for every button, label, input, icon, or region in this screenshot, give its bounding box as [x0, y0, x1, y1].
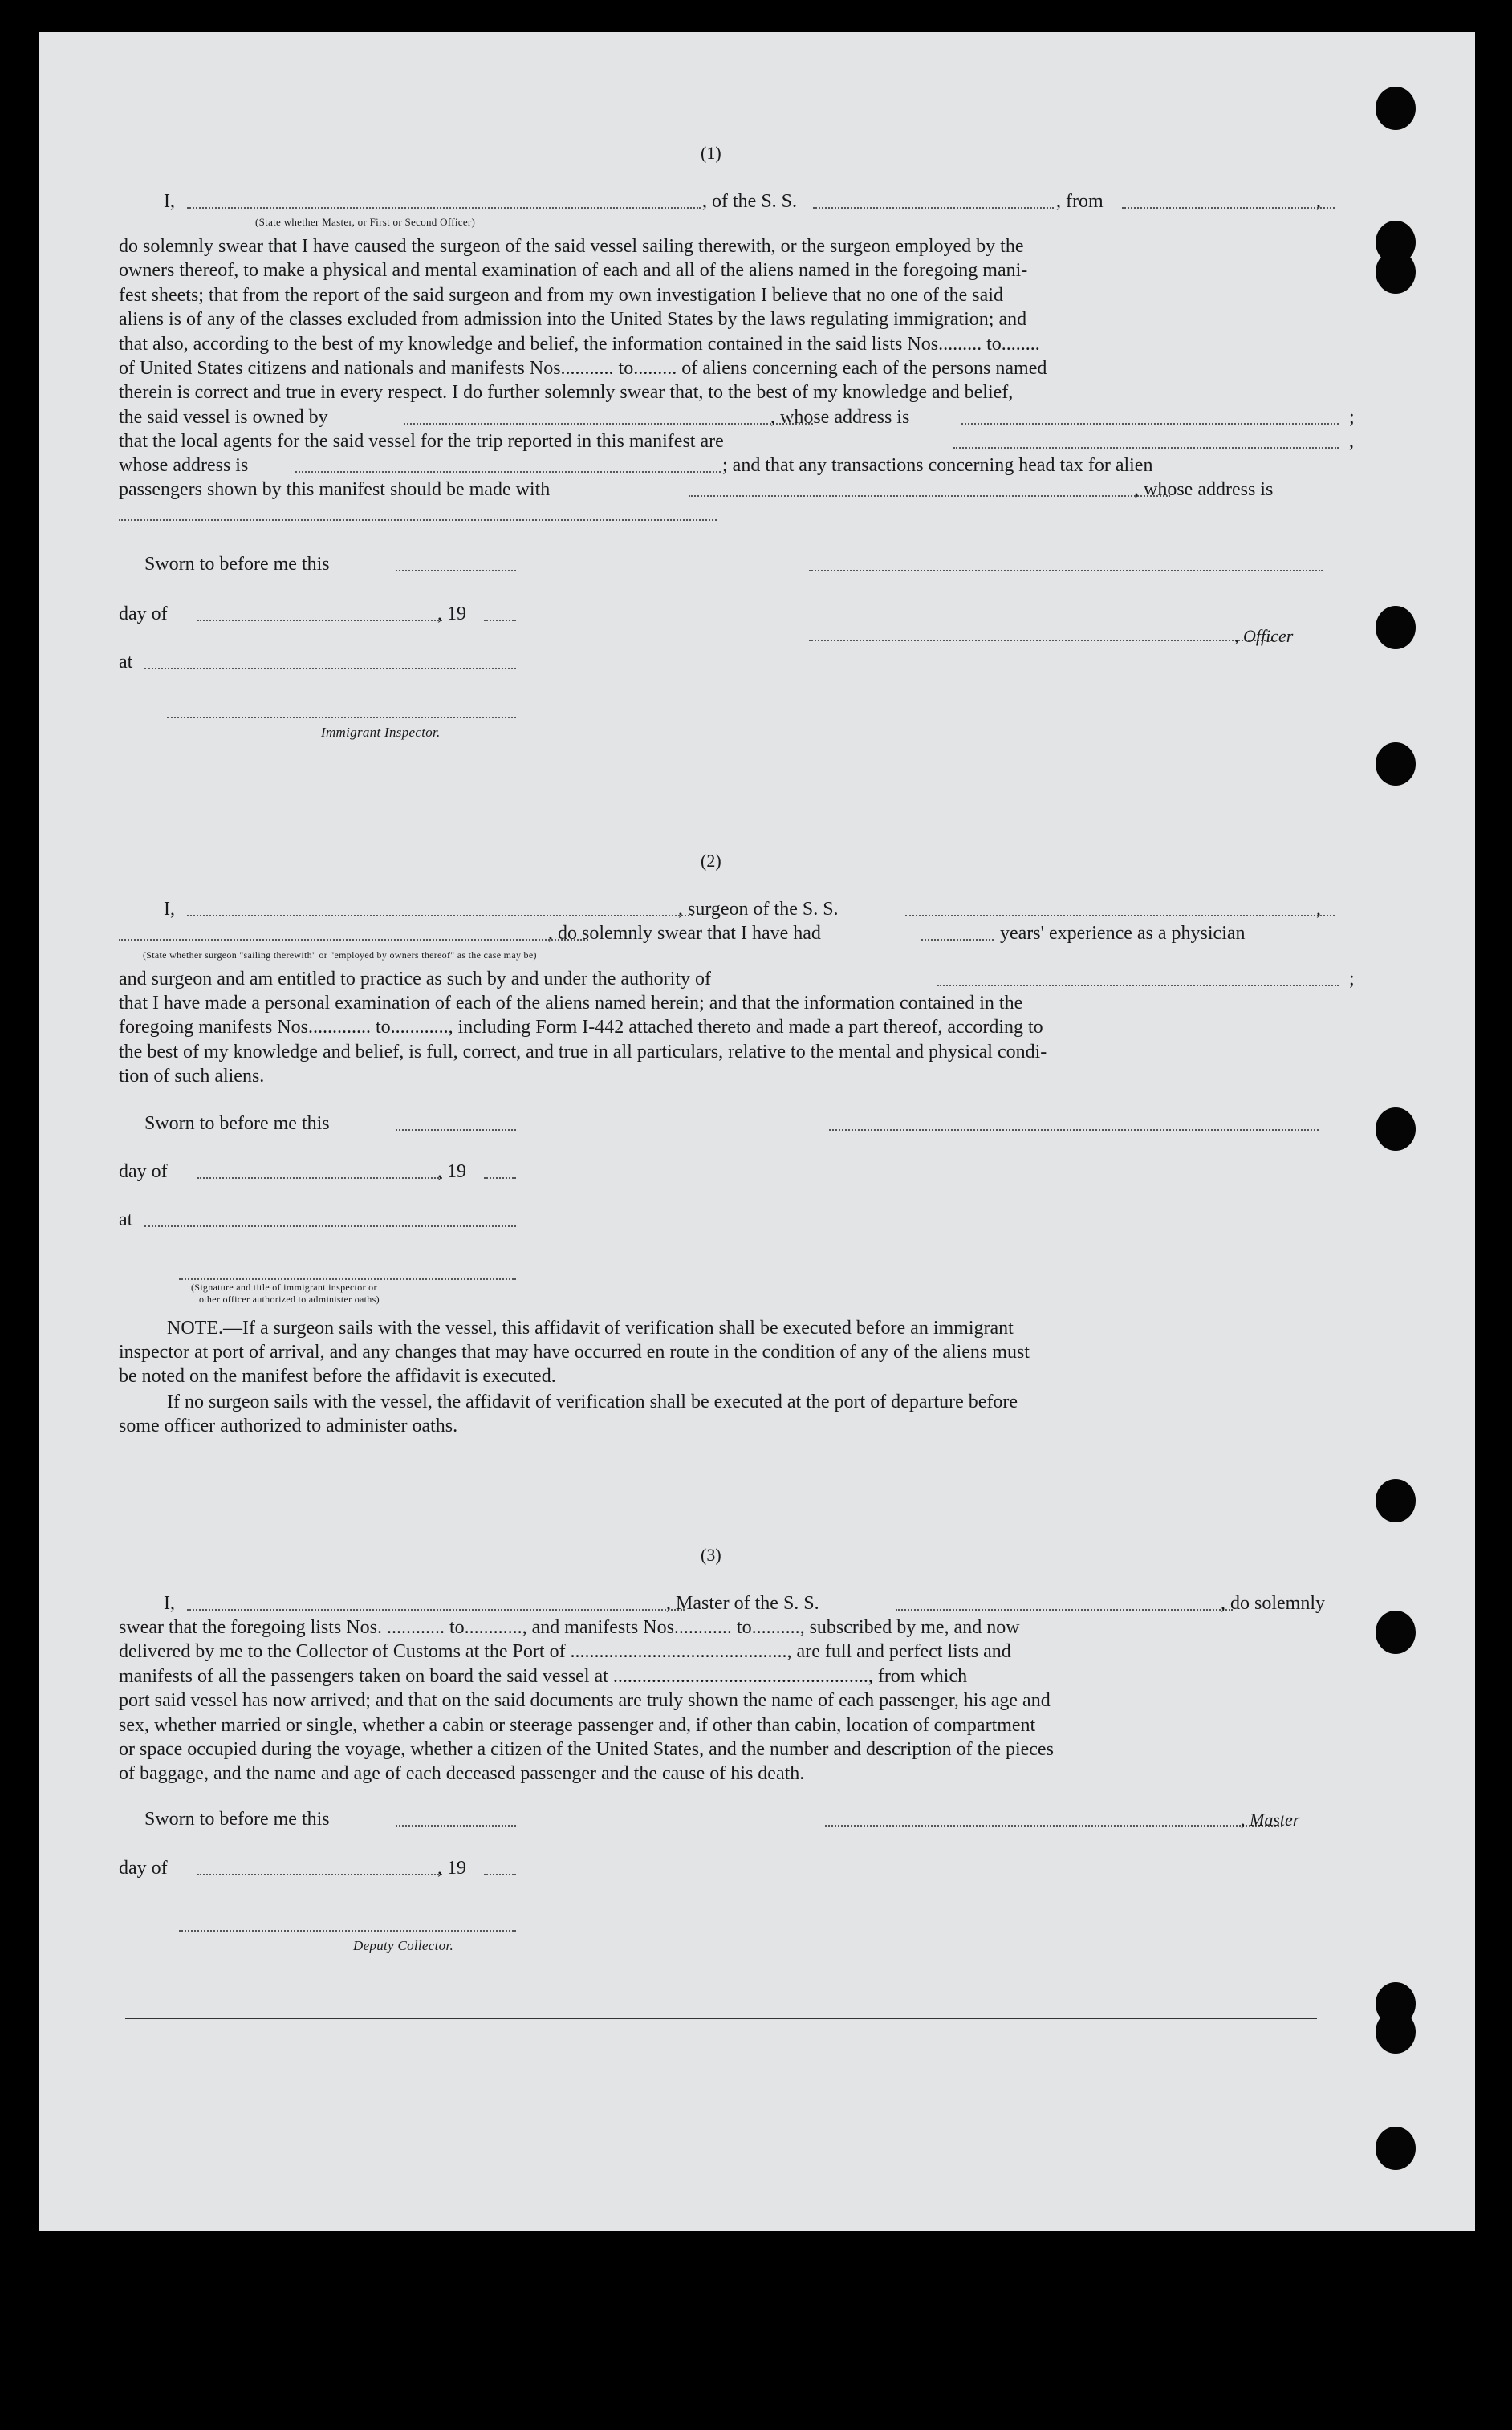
punch-hole	[1376, 742, 1416, 786]
s2-sworn: Sworn to before me this	[144, 1113, 330, 1134]
s1-owner-line[interactable]	[404, 423, 813, 425]
s3-collector-label: Deputy Collector.	[353, 1938, 454, 1953]
s2-solemnly: , do solemnly swear that I have had	[548, 923, 821, 944]
s1-from: , from	[1056, 191, 1104, 212]
punch-hole	[1376, 87, 1416, 130]
s3-vessel-line[interactable]	[896, 1609, 1233, 1611]
s1-signature-line[interactable]	[809, 570, 1323, 571]
s3-master-label: , Master	[1241, 1810, 1300, 1830]
s1-oath-body: do solemnly swear that I have caused the surgeon of the said vessel sailing therewith, or the surgeon employed by the owners thereof, to make a physical and mental examination of each and all of the aliens named in the foregoing mani- fest sheets; that from the report of the said surgeon and from my own investigation I believe that no one of the said aliens is of any of the classes excluded from admission into the United States by the laws regulating immigration; and that also, according to the best of my knowledge and belief, the information contained in the said lists Nos......... to........ of United States citizens and nationals and manifests Nos........... to......... of aliens concerning each of the persons named therein is correct and true in every respect. I do further solemnly swear that, to the best of my knowledge and belief,	[119, 236, 1047, 404]
s2-year-line[interactable]	[484, 1177, 516, 1179]
s3-month-line[interactable]	[197, 1874, 442, 1875]
s3-collector-line[interactable]	[179, 1930, 516, 1932]
s2-note: NOTE.—If a surgeon sails with the vessel, this affidavit of verification shall be executed before an immigrant inspector at port of arrival, and any changes that may have occurred en route in the condition of any of the aliens must	[119, 1318, 1030, 1363]
s2-surgeon-of: , surgeon of the S. S.	[678, 899, 839, 920]
punch-hole	[1376, 2127, 1416, 2170]
bleed-through	[400, 128, 404, 149]
s2-signature-line[interactable]	[829, 1129, 1319, 1131]
s2-note-2: If no surgeon sails with the vessel, the affidavit of verification shall be executed at the port of departure before	[167, 1392, 1018, 1412]
punch-hole	[1376, 1611, 1416, 1654]
s2-caption: (State whether surgeon "sailing therewith" or "employed by owners thereof" as the case may be)	[143, 949, 537, 961]
s2-month-line[interactable]	[197, 1177, 442, 1179]
s1-rank-line[interactable]	[187, 207, 701, 209]
s1-I: I,	[164, 191, 175, 212]
s1-officer-label: , Officer	[1234, 626, 1294, 646]
s3-master-signature-line[interactable]	[825, 1825, 1282, 1827]
s3-day-of: day of	[119, 1858, 168, 1879]
punch-hole	[1376, 606, 1416, 649]
s1-officer-line[interactable]	[809, 640, 1274, 641]
s2-sig-caption-1: (Signature and title of immigrant inspector or	[191, 1282, 377, 1293]
s3-sworn: Sworn to before me this	[144, 1809, 330, 1830]
s1-inspector-line[interactable]	[167, 717, 516, 718]
s1-inspector-label: Immigrant Inspector.	[321, 725, 441, 740]
s2-years-line[interactable]	[921, 939, 994, 941]
s2-sworn-line[interactable]	[396, 1129, 516, 1131]
s2-sig-caption-2: other officer authorized to administer oaths)	[199, 1294, 380, 1305]
punch-hole	[1376, 1479, 1416, 1522]
bottom-rule	[125, 2018, 1317, 2019]
s1-of-ss: , of the S. S.	[702, 191, 798, 212]
s2-day-of: day of	[119, 1161, 168, 1182]
s2-status-line[interactable]	[119, 939, 588, 941]
s1-at-line[interactable]	[144, 668, 516, 669]
section-1-number: (1)	[701, 143, 721, 163]
s1-sworn-line[interactable]	[396, 570, 516, 571]
s1-at: at	[119, 652, 133, 673]
s3-master-name-line[interactable]	[187, 1609, 685, 1611]
s1-year-line[interactable]	[484, 620, 516, 621]
s2-oath-body: that I have made a personal examination of each of the aliens named herein; and that the information contained in the foregoing manifests Nos............. to............, including Form I-442 attached thereto and made a part thereof, according to the best of my knowledge and belief, is full, correct, and true in all particulars, relative to the mental and physical condi-	[119, 993, 1047, 1063]
s3-master-of: , Master of the S. S.	[666, 1593, 819, 1614]
s1-year: , 19	[437, 603, 466, 624]
s1-headtax-address-line[interactable]	[119, 519, 717, 521]
s1-sworn: Sworn to before me this	[144, 554, 330, 575]
s2-authority: and surgeon and am entitled to practice as such by and under the authority of	[119, 969, 711, 989]
s2-inspector-line[interactable]	[179, 1278, 516, 1280]
s1-owner-address-line[interactable]	[961, 423, 1339, 425]
s1-caption: (State whether Master, or First or Second Officer)	[255, 216, 476, 228]
s3-year-line[interactable]	[484, 1874, 516, 1875]
s2-surgeon-name-line[interactable]	[187, 915, 693, 916]
s2-vessel-line[interactable]	[905, 915, 1335, 916]
s1-day-of: day of	[119, 603, 168, 624]
s1-headtax-line[interactable]	[689, 495, 1170, 497]
punch-hole	[1376, 1107, 1416, 1151]
s2-authority-line[interactable]	[937, 985, 1339, 986]
s2-at-line[interactable]	[144, 1225, 516, 1227]
punch-hole	[1376, 2010, 1416, 2054]
s1-from-line[interactable]	[1122, 207, 1335, 209]
section-2-number: (2)	[701, 851, 721, 871]
s1-passengers: passengers shown by this manifest should be made with	[119, 479, 551, 500]
section-3-number: (3)	[701, 1545, 721, 1565]
s1-owned-by: the said vessel is owned by	[119, 407, 328, 428]
s2-at: at	[119, 1209, 133, 1230]
punch-hole	[1376, 250, 1416, 294]
s1-agents-line[interactable]	[953, 447, 1339, 449]
s3-sworn-line[interactable]	[396, 1825, 516, 1827]
s1-whose-address: whose address is	[119, 455, 249, 476]
s1-agents-address-line[interactable]	[295, 471, 721, 473]
s3-oath-body: swear that the foregoing lists Nos. ............ to............, and manifests Nos............ to.........., subscribed by me, and now delivered by me to the Collector of Customs at the Port of ............................................., are full and perfect lists and manifests of all the passengers taken on board the said vessel at ....................................................., from which port said vessel has now arrived; and that on the said documents are truly shown the name of each passenger, his age and sex, whether married or single, whether a cabin or steerage passenger and, if other than cabin, location of compartment or space occupied during the voyage, whether a citizen of the United States, and the number and description of the pieces	[119, 1617, 1054, 1761]
s1-month-line[interactable]	[197, 620, 442, 621]
s1-vessel-line[interactable]	[813, 207, 1054, 209]
s1-agents: that the local agents for the said vessel for the trip reported in this manifest are	[119, 431, 724, 452]
manifest-back-page: (1) I, , of the S. S. , from , (State whether Master, or First or Second Officer) do solemnly swear that I have caused the surgeon of the said vessel sailing therewith, or the surgeon employed by the owners thereof, to make a physical and mental examination of each and all of the aliens named in the foregoing mani- fest sheets; that from the report of the said surgeon and from my own investigation I believe that no one of the said aliens is of any of the classes excluded from admission into the United States by the laws regulating immigration; and that also, according to the best of my knowledge and belief, the information contained in the said lists Nos......... to........ of United States citizens and nationals and manifests Nos........... to......... of aliens concerning each of the persons named therein is correct and true in every respect. I do further solemnly swear that, to the best of my knowledge and belief, the said vessel is owned by , whose address is ; that the local agents for the said vessel for the trip reported in this manifest are , whose address is ; and that any transactions concerning head tax for alien passengers shown by this manifest should be made with , whose address is Sworn to before me this day of , 19 at Immigrant Inspector. , Officer (2) I, , surgeon of the S. S. , , do solemnly swear that I have had years' experience as a physician (State whether surgeon "sailing therewith" or "employed by owners thereof" as the case may be) and surgeon and am entitled to practice as such by and under the authority of ; that I have made a personal examination of each of the aliens named herein; and that the information contained in the foregoing manifests Nos............. to............, including Form I-442 attached thereto and made a part thereof, according to the best of my knowledge and belief, is full, correct, and true in all particulars, relative to the mental and physical condi- tion of such aliens. Sworn to before me this day of , 19 at (Signature and title of immigrant inspector or other officer authorized to administer oaths) NOTE.—If a surgeon sails with the vessel, this affidavit of verification shall be executed before an immigrant inspector at port of arrival, and any changes that may have occurred en route in the condition of any of the aliens must be noted on the manifest before the affidavit is executed. If no surgeon sails with the vessel, the affidavit of verification shall be executed at the port of departure before some officer authorized to administer oaths. (3) I, , Master of the S. S. , do solemnly swear that the foregoing lists Nos. ............ to............, and manifests Nos............ to.........., subscribed by me, and now delivered by me to the Collector of Customs at the Port of ............................................., are full and perfect lists and manifests of all the passengers taken on board the said vessel at ....................................................., from which port said vessel has now arrived; and that on the said documents are truly shown the name of each passenger, his age and sex, whether married or single, whether a cabin or steerage passenger and, if other than cabin, location of compartment or space occupied during the voyage, whether a citizen of the United States, and the number and description of the pieces of baggage, and the name and age of each deceased passenger and the cause of his death. Sworn to before me this , Master day of , 19 Deputy Collector.	[39, 32, 1475, 2231]
